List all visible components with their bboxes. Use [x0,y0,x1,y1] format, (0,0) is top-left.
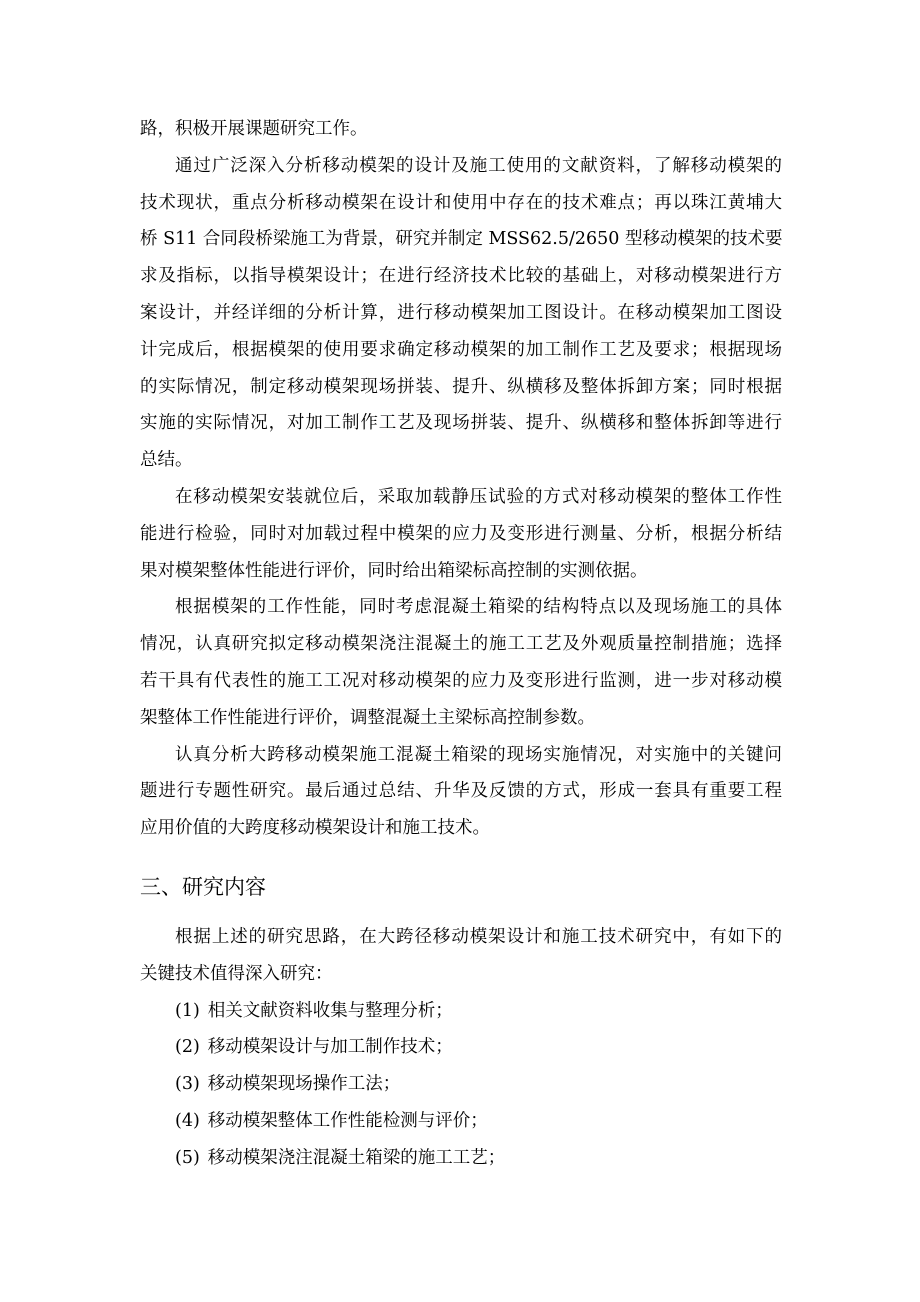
list-item [140,993,782,1030]
research-list [140,993,782,1177]
list-item-number: (3) [175,1074,200,1095]
paragraph [140,737,782,847]
list-item-text: 相关文献资料收集与整理分析； [207,1000,453,1021]
paragraph [140,589,782,736]
paragraph [140,111,782,148]
text-line: 架整体工作性能进行评价，调整混凝土主梁标高控制参数。 [140,707,595,728]
section-heading: 三、研究内容 [140,874,266,899]
text-line: 实施的实际情况，对加工制作工艺及现场拼装、提升、纵横移和整体拆卸等进行 [140,413,782,434]
text-line: 情况，认真研究拟定移动模架浇注混凝土的施工工艺及外观质量控制措施；选择 [140,634,782,655]
list-item-text: 移动模架现场操作工法； [207,1074,401,1095]
list-item-text: 移动模架设计与加工制作技术； [207,1037,453,1058]
text-line: 案设计，并经详细的分析计算，进行移动模架加工图设计。在移动模架加工图设 [140,302,782,323]
list-item-number: (5) [175,1147,200,1168]
text-line: 根据上述的研究思路，在大跨径移动模架设计和施工技术研究中，有如下的 [175,926,782,947]
text-line: 计完成后，根据模架的使用要求确定移动模架的加工制作工艺及要求；根据现场 [140,339,782,360]
text-line: 认真分析大跨移动模架施工混凝土箱梁的现场实施情况，对实施中的关键问 [175,744,782,765]
text-line: 桥 S11 合同段桥梁施工为背景，研究并制定 MSS62.5/2650 型移动模架的技术要 [140,229,782,250]
paragraph [140,479,782,589]
text-line: 根据模架的工作性能，同时考虑混凝土箱梁的结构特点以及现场施工的具体 [175,597,782,618]
text-line: 求及指标，以指导模架设计；在进行经济技术比较的基础上，对移动模架进行方 [140,266,782,287]
list-item [140,1103,782,1140]
list-item-text: 移动模架整体工作性能检测与评价； [207,1110,488,1131]
text-line: 在移动模架安装就位后，采取加载静压试验的方式对移动模架的整体工作性 [175,486,782,507]
list-item-text: 移动模架浇注混凝土箱梁的施工工艺； [207,1147,506,1168]
text-line: 应用价值的大跨度移动模架设计和施工技术。 [140,818,490,839]
list-item-number: (4) [175,1110,200,1131]
text-line: 总结。 [140,450,193,471]
list-item [140,1029,782,1066]
text-line: 通过广泛深入分析移动模架的设计及施工使用的文献资料，了解移动模架的 [175,155,782,176]
text-line: 若干具有代表性的施工工况对移动模架的应力及变形进行监测，进一步对移动模 [140,670,782,691]
text-line: 题进行专题性研究。最后通过总结、升华及反馈的方式，形成一套具有重要工程 [140,781,782,802]
text-line: 能进行检验，同时对加载过程中模架的应力及变形进行测量、分析，根据分析结 [140,523,782,544]
list-item-number: (1) [175,1000,200,1021]
text-line: 技术现状，重点分析移动模架在设计和使用中存在的技术难点；再以珠江黄埔大 [140,192,782,213]
list-item [140,1140,782,1177]
document-page [140,111,782,1177]
text-line: 的实际情况，制定移动模架现场拼装、提升、纵横移及整体拆卸方案；同时根据 [140,376,782,397]
text-line: 关键技术值得深入研究： [140,963,333,984]
list-item [140,1066,782,1103]
paragraph [140,148,782,479]
section-intro [140,919,782,993]
text-line: 果对模架整体性能进行评价，同时给出箱梁标高控制的实测依据。 [140,560,648,581]
list-item-number: (2) [175,1037,200,1058]
text-line: 路，积极开展课题研究工作。 [140,119,368,139]
